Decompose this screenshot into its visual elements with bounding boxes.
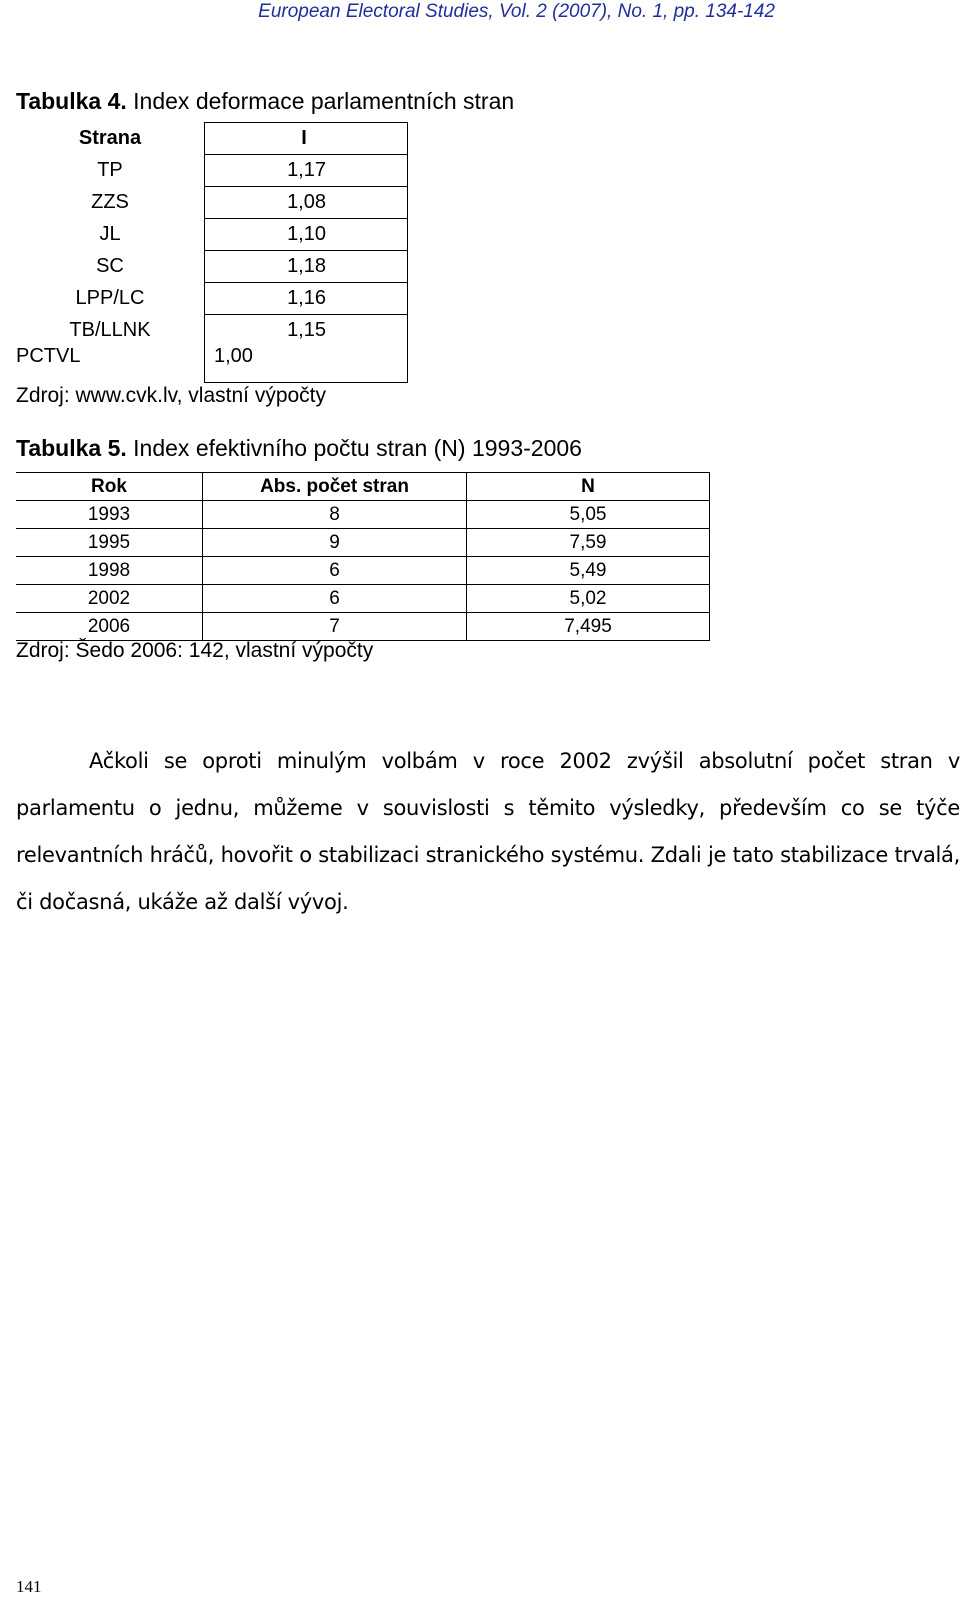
index-cell: 1,18 <box>287 255 326 277</box>
count-cell: 6 <box>203 557 467 585</box>
party-cell: ZZS <box>91 191 129 213</box>
table4-caption <box>16 88 514 115</box>
party-cell: PCTVL <box>16 345 81 367</box>
index-cell: 1,17 <box>287 159 326 181</box>
table5-col-year: Rok <box>16 473 203 501</box>
table-row <box>16 557 710 585</box>
count-cell: 9 <box>203 529 467 557</box>
party-cell: JL <box>99 223 121 245</box>
index-cell: 1,00 <box>214 345 253 367</box>
table5-caption <box>16 435 582 462</box>
n-cell: 5,02 <box>467 585 710 613</box>
table4-source: Zdroj: www.cvk.lv, vlastní výpočty <box>16 384 327 407</box>
index-cell: 1,16 <box>287 287 326 309</box>
count-cell: 8 <box>203 501 467 529</box>
count-cell: 6 <box>203 585 467 613</box>
year-cell: 1998 <box>16 557 203 585</box>
index-cell: 1,10 <box>287 223 326 245</box>
year-cell: 2002 <box>16 585 203 613</box>
journal-header: European Electoral Studies, Vol. 2 (2007), No. 1, pp. 134-142 <box>258 1 775 22</box>
year-cell: 1993 <box>16 501 203 529</box>
n-cell: 7,59 <box>467 529 710 557</box>
count-cell: 7 <box>203 613 467 641</box>
party-cell: TP <box>97 159 123 181</box>
n-cell: 5,05 <box>467 501 710 529</box>
party-cell: SC <box>96 255 124 277</box>
year-cell: 1995 <box>16 529 203 557</box>
table-row <box>16 613 710 641</box>
paragraph-text: Ačkoli se oproti minulým volbám v roce 2002 zvýšil absolutní počet stran v parlamentu o jednu, můžeme v souvislosti s těmito výsledky, především co se týče relevantních hráčů, hovořit o stabilizaci stranického systému. Zdali je tato stabilizace trvalá, či dočasná, ukáže až další vývoj. <box>16 749 960 914</box>
page-number: 141 <box>16 1577 42 1596</box>
table-row <box>16 501 710 529</box>
party-cell: LPP/LC <box>75 287 145 309</box>
table5-title: Index efektivního počtu stran (N) 1993-2006 <box>133 435 582 461</box>
table5-col-count: Abs. počet stran <box>203 473 467 501</box>
table5-header-row <box>16 473 710 501</box>
index-cell: 1,08 <box>287 191 326 213</box>
n-cell: 5,49 <box>467 557 710 585</box>
table4-col-index: I <box>301 127 307 149</box>
body-paragraph <box>16 738 960 926</box>
table-row <box>16 585 710 613</box>
year-cell: 2006 <box>16 613 203 641</box>
table5-source: Zdroj: Šedo 2006: 142, vlastní výpočty <box>16 639 374 662</box>
n-cell: 7,495 <box>467 613 710 641</box>
table4-title: Index deformace parlamentních stran <box>133 88 515 114</box>
index-cell: 1,15 <box>287 319 326 341</box>
table4-label: Tabulka 4. <box>16 88 127 114</box>
table5 <box>16 472 710 641</box>
party-cell: TB/LLNK <box>69 319 151 341</box>
table5-col-n: N <box>467 473 710 501</box>
table-row <box>16 529 710 557</box>
table5-label: Tabulka 5. <box>16 435 127 461</box>
table4-col-party: Strana <box>78 127 142 149</box>
